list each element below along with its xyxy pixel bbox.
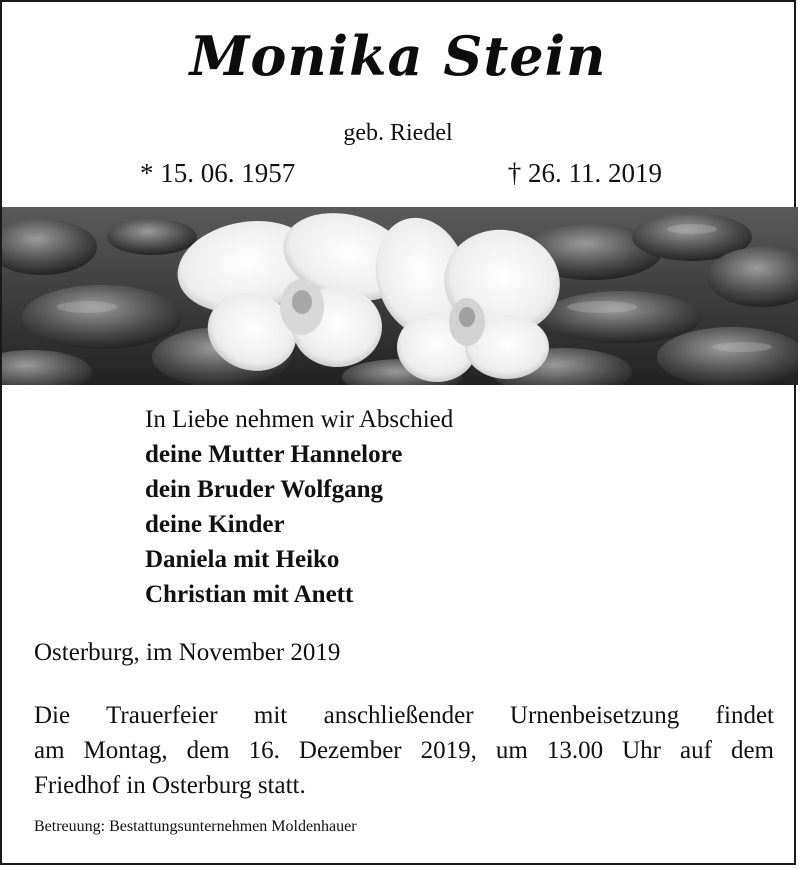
maiden-name: geb. Riedel bbox=[343, 120, 453, 146]
service-line: Friedhof in Osterburg statt. bbox=[34, 772, 306, 799]
mourner-line: deine Mutter Hannelore bbox=[145, 441, 403, 468]
service-line: Die Trauerfeier mit anschließender Urnenbeisetzung findet bbox=[34, 702, 774, 729]
service-line: am Montag, dem 16. Dezember 2019, um 13.00 Uhr auf dem bbox=[34, 737, 774, 764]
place-and-date: Osterburg, im November 2019 bbox=[34, 639, 341, 666]
farewell-intro: In Liebe nehmen wir Abschied bbox=[145, 406, 454, 433]
birth-date: * 15. 06. 1957 bbox=[140, 158, 296, 188]
mourner-line: Christian mit Anett bbox=[145, 581, 354, 608]
funeral-home-credit: Betreuung: Bestattungsunternehmen Moldenhauer bbox=[34, 818, 357, 835]
deceased-name: Monika Stein bbox=[189, 24, 607, 88]
death-date: † 26. 11. 2019 bbox=[507, 158, 662, 188]
orchid-on-stones-image bbox=[2, 207, 798, 385]
funeral-service-notice bbox=[34, 698, 774, 803]
mourner-line: dein Bruder Wolfgang bbox=[145, 476, 384, 503]
mourners-block bbox=[145, 402, 453, 612]
mourner-line: deine Kinder bbox=[145, 511, 285, 538]
mourner-line: Daniela mit Heiko bbox=[145, 546, 340, 573]
